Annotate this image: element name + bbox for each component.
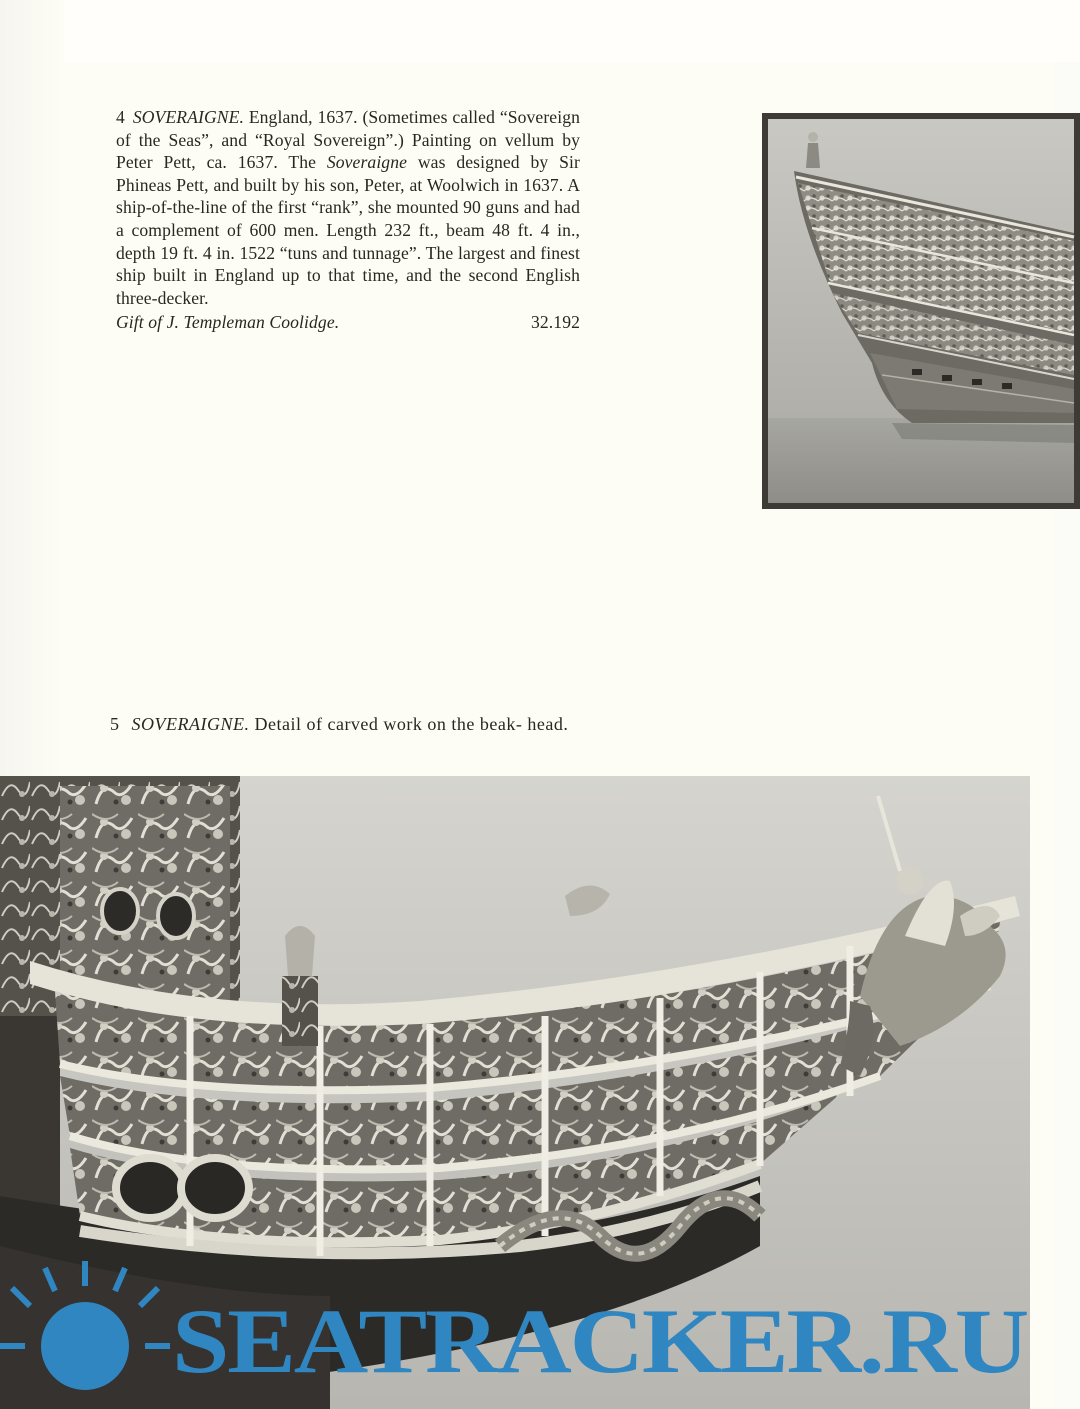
credit-line	[116, 311, 580, 334]
caption-4-text-b: was designed by Sir Phineas Pett, and built by his son, Peter, at Woolwich in 1637. A ship-of-the-line of the first “rank”, she mounted 90 guns and had a complement of 600 men. Length 232 ft., beam 48 ft. 4 in., depth 19 ft. 4 in. 1522 “tuns and tunnage”. The largest and finest ship built in England up to that time, and the second English three-decker.	[116, 152, 580, 308]
credit-gift: Gift of J. Templeman Coolidge.	[116, 312, 340, 333]
ship-name-4: SOVERAIGNE.	[132, 107, 244, 127]
ship-stern-illustration	[762, 113, 1080, 509]
caption-plate-5	[110, 714, 568, 735]
caption-4-body	[116, 106, 580, 309]
caption-plate-4	[116, 106, 580, 334]
scan-margin-top	[0, 0, 1080, 62]
plate-4-painting	[762, 113, 1080, 509]
caption-5-text: Detail of carved work on the beak- head.	[249, 714, 569, 734]
plate-number-4: 4	[116, 107, 125, 127]
watermark-text: SEATRACKER.RU	[172, 1290, 1028, 1392]
ship-name-5: SOVERAIGNE.	[131, 714, 250, 734]
beakhead-illustration	[0, 776, 1030, 1409]
plate-number-5: 5	[110, 714, 120, 734]
accession-number: 32.192	[531, 312, 580, 333]
ship-name-italic: Soveraigne	[326, 152, 408, 173]
plate-5-beakhead-detail	[0, 776, 1030, 1409]
scan-margin-left	[0, 0, 64, 780]
caption-4-text-a: England, 1637. (Sometimes called “Sovereign of the Seas”, and “Royal Sovereign”.) Painting on vellum by Peter Pett, ca. 1637. The	[116, 107, 580, 173]
